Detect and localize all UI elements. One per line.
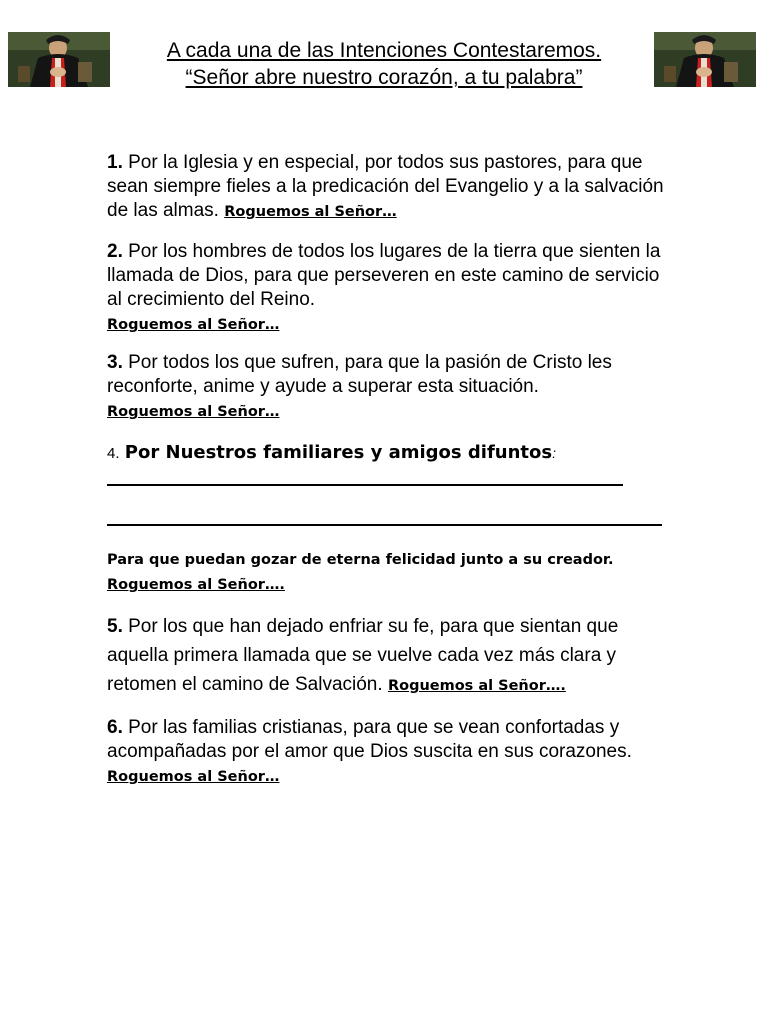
intention-2 <box>107 240 667 337</box>
intention-subtext: Para que puedan gozar de eterna felicidad junto a su creador. <box>107 552 614 568</box>
intention-text: Por los que han dejado enfriar su fe, para que sientan que aquella primera llamada que se vuelve cada vez más clara y retomen el camino de Salvación. <box>107 616 619 695</box>
blank-line-2 <box>107 524 662 526</box>
intention-text: Por Nuestros familiares y amigos difuntos <box>124 442 553 463</box>
praying-priest-icon <box>654 32 756 87</box>
intention-number: 6. <box>107 717 123 738</box>
praying-priest-icon <box>8 32 110 87</box>
response-text: Roguemos al Señor… <box>107 769 280 785</box>
intention-number: 5. <box>107 616 123 637</box>
intention-number: 1. <box>107 152 123 173</box>
intention-text: Por los hombres de todos los lugares de la tierra que sienten la llamada de Dios, para que perseveren en este camino de servicio al crecimiento del Reino. <box>107 241 661 310</box>
intention-colon: : <box>552 445 556 461</box>
title-line-2: “Señor abre nuestro corazón, a tu palabra” <box>185 66 583 89</box>
priest-image-left <box>8 32 110 87</box>
intention-text: Por todos los que sufren, para que la pasión de Cristo les reconforte, anime y ayude a superar esta situación. <box>107 352 612 397</box>
intention-5 <box>107 612 667 701</box>
response-text: Roguemos al Señor…. <box>387 678 566 694</box>
blank-line-1 <box>107 484 623 486</box>
intention-number: 3. <box>107 352 123 373</box>
intention-3 <box>107 351 667 424</box>
intention-1 <box>107 151 667 224</box>
intention-text: Por la Iglesia y en especial, por todos sus pastores, para que sean siempre fieles a la predicación del Evangelio y a la salvación de las almas. <box>107 152 664 221</box>
title-line-1: A cada una de las Intenciones Contestaremos. <box>166 39 602 62</box>
intention-4-continuation <box>107 547 667 597</box>
intention-4 <box>107 441 667 466</box>
response-text: Roguemos al Señor… <box>224 204 397 220</box>
page-title <box>120 37 648 91</box>
intention-number: 2. <box>107 241 123 262</box>
response-text: Roguemos al Señor… <box>107 317 280 333</box>
intention-number: 4. <box>107 445 120 462</box>
intention-6 <box>107 716 667 789</box>
priest-image-right <box>654 32 756 87</box>
response-text: Roguemos al Señor… <box>107 404 280 420</box>
response-text: Roguemos al Señor…. <box>107 577 285 593</box>
intention-text: Por las familias cristianas, para que se vean confortadas y acompañadas por el amor que Dios suscita en sus corazones. <box>107 717 632 762</box>
